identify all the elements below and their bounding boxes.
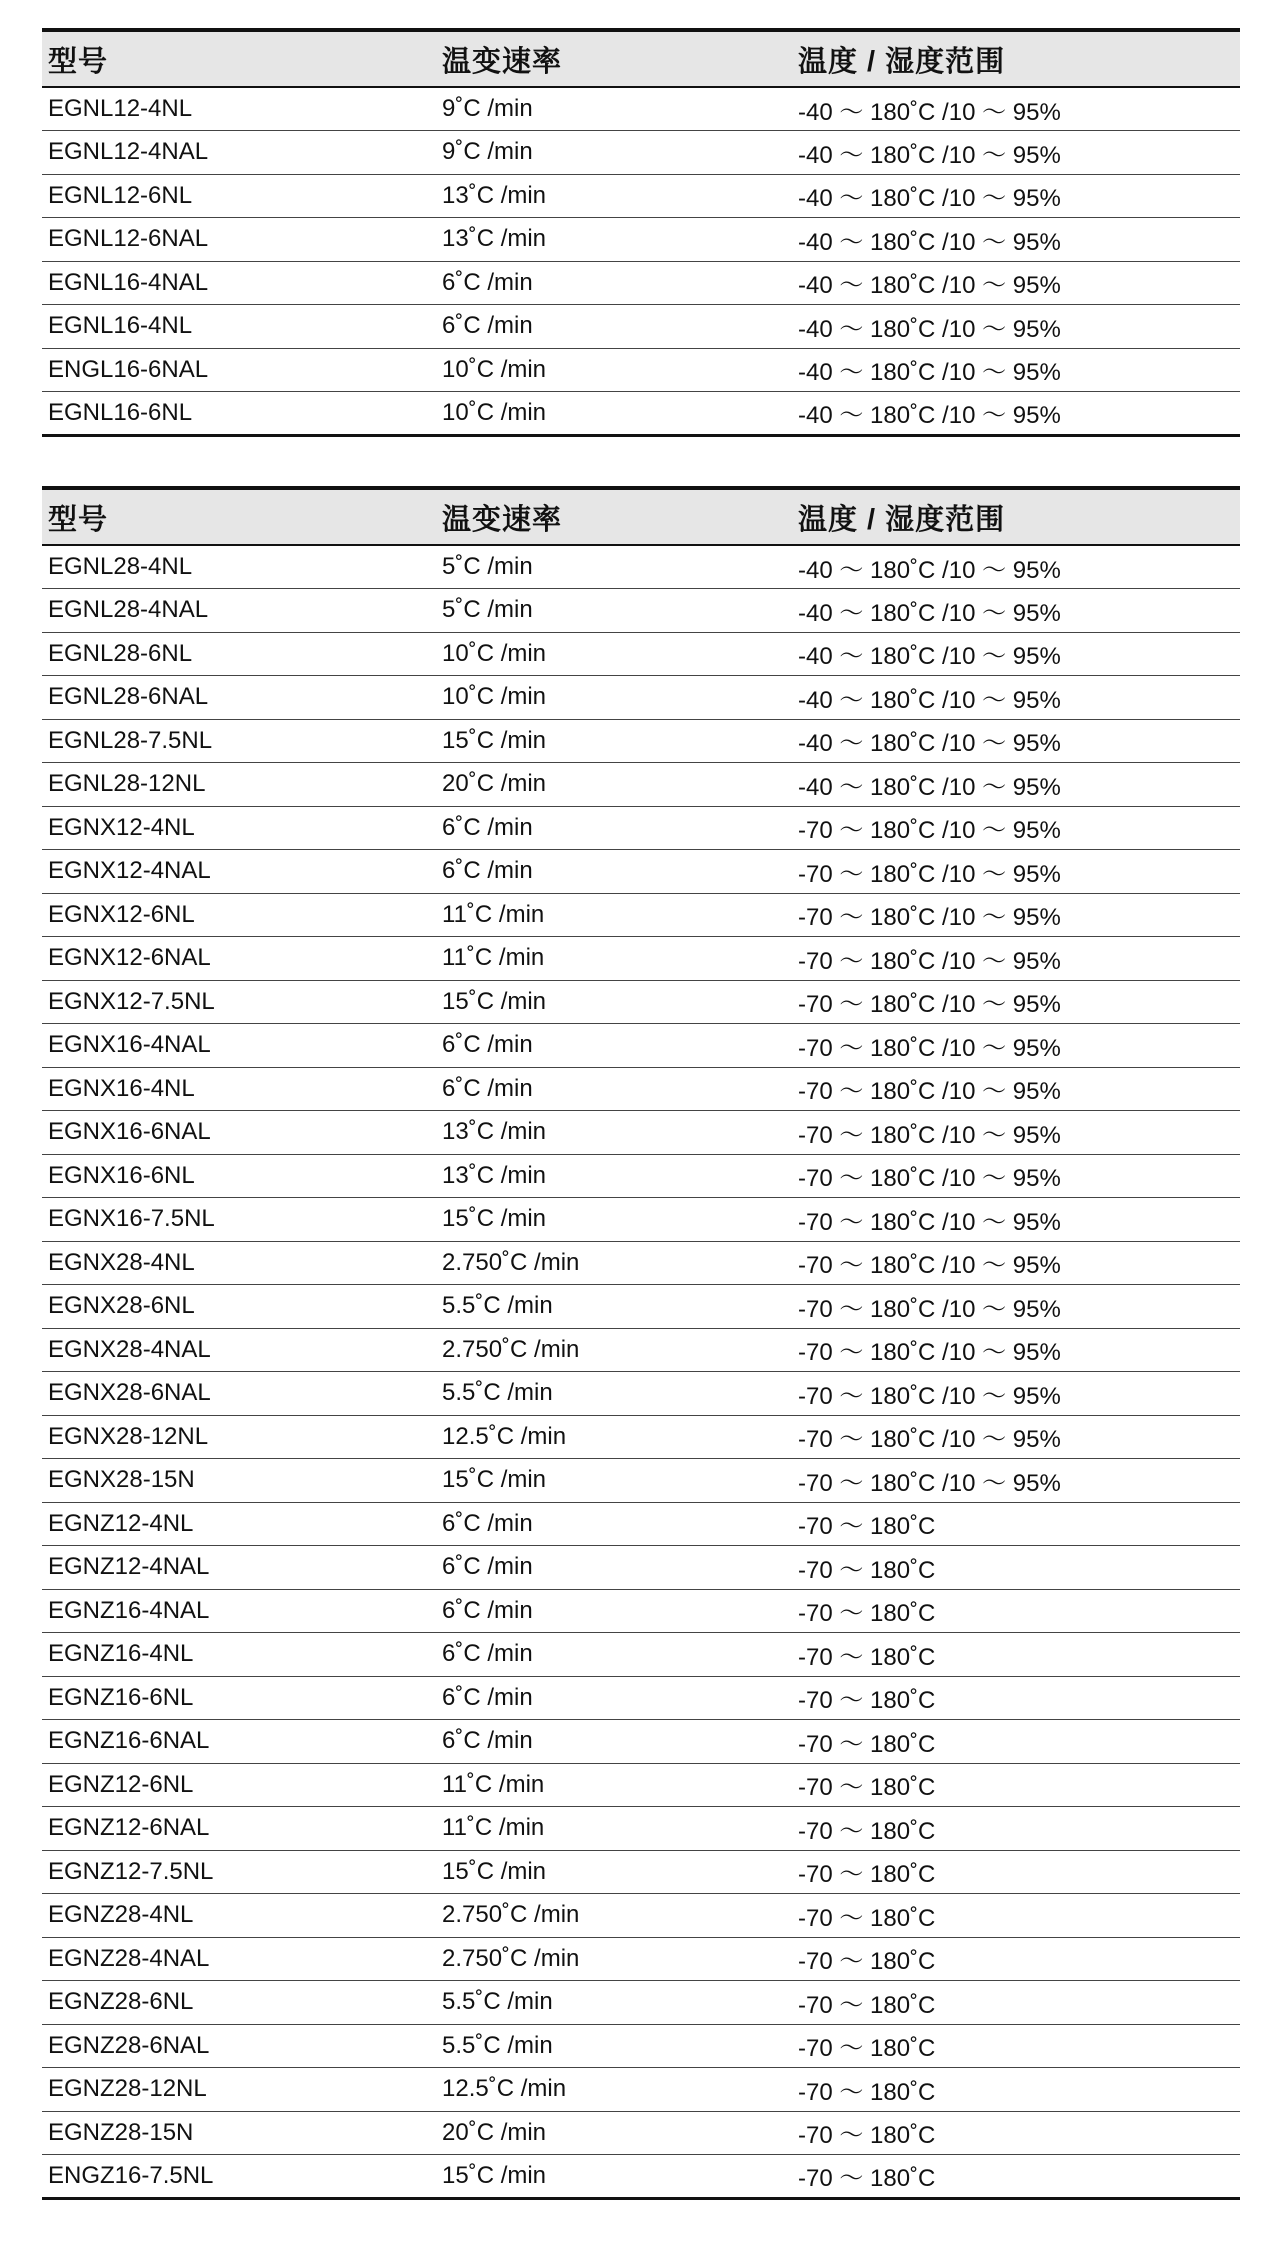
- cell-temp-change-rate: 11˚C /min: [436, 1763, 792, 1807]
- cell-temp-change-rate: 5.5˚C /min: [436, 1285, 792, 1329]
- cell-temp-change-rate: 2.750˚C /min: [436, 1328, 792, 1372]
- cell-model: EGNL16-4NL: [42, 305, 436, 349]
- cell-temp-change-rate: 6˚C /min: [436, 1633, 792, 1677]
- cell-temp-humidity-range: -40 ～ 180˚C /10 ～ 95%: [792, 348, 1240, 392]
- cell-model: EGNL28-4NAL: [42, 589, 436, 633]
- cell-temp-change-rate: 5.5˚C /min: [436, 1981, 792, 2025]
- table-row: [42, 676, 1240, 720]
- table-row: [42, 893, 1240, 937]
- table-row: [42, 348, 1240, 392]
- table-row: [42, 1154, 1240, 1198]
- table-row: [42, 763, 1240, 807]
- cell-temp-change-rate: 11˚C /min: [436, 893, 792, 937]
- cell-temp-humidity-range: -70 ～ 180˚C: [792, 1807, 1240, 1851]
- table-row: [42, 1372, 1240, 1416]
- header-temp-humidity-range: 温度 / 湿度范围: [792, 30, 1240, 87]
- cell-model: EGNX12-4NL: [42, 806, 436, 850]
- cell-temp-humidity-range: -40 ～ 180˚C /10 ～ 95%: [792, 392, 1240, 436]
- spec-table-2: [42, 486, 1240, 2200]
- cell-model: EGNX28-4NAL: [42, 1328, 436, 1372]
- cell-temp-humidity-range: -70 ～ 180˚C /10 ～ 95%: [792, 1111, 1240, 1155]
- cell-temp-change-rate: 5.5˚C /min: [436, 2024, 792, 2068]
- cell-model: EGNZ28-4NL: [42, 1894, 436, 1938]
- cell-temp-humidity-range: -40 ～ 180˚C /10 ～ 95%: [792, 174, 1240, 218]
- table-row: [42, 1676, 1240, 1720]
- table-row: [42, 1111, 1240, 1155]
- cell-temp-humidity-range: -70 ～ 180˚C: [792, 2024, 1240, 2068]
- cell-temp-humidity-range: -70 ～ 180˚C /10 ～ 95%: [792, 893, 1240, 937]
- cell-model: EGNX28-6NAL: [42, 1372, 436, 1416]
- cell-temp-humidity-range: -70 ～ 180˚C /10 ～ 95%: [792, 1328, 1240, 1372]
- cell-temp-humidity-range: -70 ～ 180˚C: [792, 1502, 1240, 1546]
- table-row: [42, 1763, 1240, 1807]
- table-row: [42, 1937, 1240, 1981]
- cell-temp-change-rate: 6˚C /min: [436, 1676, 792, 1720]
- cell-model: EGNZ12-6NL: [42, 1763, 436, 1807]
- cell-model: EGNX16-7.5NL: [42, 1198, 436, 1242]
- table-row: [42, 719, 1240, 763]
- table-row: [42, 1502, 1240, 1546]
- cell-temp-humidity-range: -70 ～ 180˚C: [792, 1763, 1240, 1807]
- cell-temp-change-rate: 15˚C /min: [436, 1850, 792, 1894]
- cell-model: EGNX16-6NL: [42, 1154, 436, 1198]
- cell-temp-humidity-range: -70 ～ 180˚C: [792, 1589, 1240, 1633]
- table-body: [42, 545, 1240, 2198]
- cell-model: EGNX28-6NL: [42, 1285, 436, 1329]
- header-temp-change-rate: 温变速率: [436, 488, 792, 545]
- cell-model: EGNZ12-6NAL: [42, 1807, 436, 1851]
- cell-temp-change-rate: 13˚C /min: [436, 218, 792, 262]
- cell-model: EGNX12-6NAL: [42, 937, 436, 981]
- cell-model: EGNX16-6NAL: [42, 1111, 436, 1155]
- cell-temp-change-rate: 12.5˚C /min: [436, 2068, 792, 2112]
- cell-temp-humidity-range: -70 ～ 180˚C /10 ～ 95%: [792, 980, 1240, 1024]
- cell-temp-change-rate: 6˚C /min: [436, 305, 792, 349]
- cell-model: EGNL16-6NL: [42, 392, 436, 436]
- cell-model: EGNL12-4NL: [42, 87, 436, 131]
- cell-temp-change-rate: 2.750˚C /min: [436, 1241, 792, 1285]
- table-row: [42, 1633, 1240, 1677]
- cell-temp-change-rate: 11˚C /min: [436, 1807, 792, 1851]
- table-row: [42, 305, 1240, 349]
- header-temp-humidity-range: 温度 / 湿度范围: [792, 488, 1240, 545]
- table-body: [42, 87, 1240, 435]
- cell-temp-humidity-range: -70 ～ 180˚C /10 ～ 95%: [792, 1154, 1240, 1198]
- spec-table-1: [42, 28, 1240, 437]
- cell-model: EGNL12-4NAL: [42, 131, 436, 175]
- cell-temp-humidity-range: -70 ～ 180˚C /10 ～ 95%: [792, 1372, 1240, 1416]
- cell-temp-humidity-range: -40 ～ 180˚C /10 ～ 95%: [792, 261, 1240, 305]
- cell-temp-humidity-range: -40 ～ 180˚C /10 ～ 95%: [792, 589, 1240, 633]
- cell-temp-change-rate: 6˚C /min: [436, 1502, 792, 1546]
- cell-model: EGNL28-6NL: [42, 632, 436, 676]
- cell-temp-humidity-range: -40 ～ 180˚C /10 ～ 95%: [792, 131, 1240, 175]
- cell-model: EGNZ12-4NAL: [42, 1546, 436, 1590]
- cell-temp-change-rate: 6˚C /min: [436, 1024, 792, 1068]
- cell-temp-humidity-range: -70 ～ 180˚C: [792, 1937, 1240, 1981]
- cell-model: EGNX12-4NAL: [42, 850, 436, 894]
- cell-temp-change-rate: 15˚C /min: [436, 1459, 792, 1503]
- cell-temp-humidity-range: -70 ～ 180˚C: [792, 1676, 1240, 1720]
- cell-temp-change-rate: 15˚C /min: [436, 980, 792, 1024]
- cell-temp-humidity-range: -70 ～ 180˚C /10 ～ 95%: [792, 1241, 1240, 1285]
- cell-temp-change-rate: 6˚C /min: [436, 1546, 792, 1590]
- cell-temp-change-rate: 15˚C /min: [436, 1198, 792, 1242]
- cell-temp-change-rate: 6˚C /min: [436, 261, 792, 305]
- cell-model: EGNZ28-12NL: [42, 2068, 436, 2112]
- cell-temp-change-rate: 11˚C /min: [436, 937, 792, 981]
- table-row: [42, 1328, 1240, 1372]
- table-row: [42, 392, 1240, 436]
- cell-model: EGNL28-6NAL: [42, 676, 436, 720]
- table-row: [42, 2155, 1240, 2199]
- cell-model: EGNL28-4NL: [42, 545, 436, 589]
- table-header: [42, 30, 1240, 87]
- table-row: [42, 1589, 1240, 1633]
- cell-temp-change-rate: 9˚C /min: [436, 131, 792, 175]
- cell-temp-humidity-range: -70 ～ 180˚C /10 ～ 95%: [792, 850, 1240, 894]
- cell-temp-humidity-range: -40 ～ 180˚C /10 ～ 95%: [792, 87, 1240, 131]
- cell-model: EGNL16-4NAL: [42, 261, 436, 305]
- cell-model: EGNX28-15N: [42, 1459, 436, 1503]
- table-row: [42, 545, 1240, 589]
- cell-temp-humidity-range: -70 ～ 180˚C: [792, 1720, 1240, 1764]
- table-row: [42, 131, 1240, 175]
- table-row: [42, 87, 1240, 131]
- cell-model: EGNL12-6NL: [42, 174, 436, 218]
- cell-model: EGNX16-4NL: [42, 1067, 436, 1111]
- table-row: [42, 806, 1240, 850]
- cell-model: ENGL16-6NAL: [42, 348, 436, 392]
- cell-temp-change-rate: 2.750˚C /min: [436, 1894, 792, 1938]
- cell-temp-change-rate: 6˚C /min: [436, 806, 792, 850]
- cell-temp-change-rate: 5˚C /min: [436, 545, 792, 589]
- cell-model: EGNX28-4NL: [42, 1241, 436, 1285]
- cell-temp-humidity-range: -70 ～ 180˚C: [792, 1981, 1240, 2025]
- table-row: [42, 1981, 1240, 2025]
- cell-model: EGNZ28-15N: [42, 2111, 436, 2155]
- cell-temp-humidity-range: -70 ～ 180˚C /10 ～ 95%: [792, 1067, 1240, 1111]
- cell-temp-humidity-range: -70 ～ 180˚C /10 ～ 95%: [792, 1024, 1240, 1068]
- cell-temp-change-rate: 6˚C /min: [436, 1720, 792, 1764]
- cell-model: EGNL12-6NAL: [42, 218, 436, 262]
- table-row: [42, 1241, 1240, 1285]
- cell-temp-change-rate: 15˚C /min: [436, 2155, 792, 2199]
- table-row: [42, 2111, 1240, 2155]
- cell-model: EGNZ12-4NL: [42, 1502, 436, 1546]
- cell-temp-change-rate: 6˚C /min: [436, 1589, 792, 1633]
- header-model: 型号: [42, 30, 436, 87]
- table-row: [42, 261, 1240, 305]
- cell-temp-change-rate: 10˚C /min: [436, 632, 792, 676]
- table-row: [42, 218, 1240, 262]
- cell-temp-humidity-range: -70 ～ 180˚C /10 ～ 95%: [792, 1198, 1240, 1242]
- cell-temp-humidity-range: -70 ～ 180˚C /10 ～ 95%: [792, 806, 1240, 850]
- cell-model: EGNX28-12NL: [42, 1415, 436, 1459]
- table-row: [42, 1415, 1240, 1459]
- cell-model: EGNZ16-4NAL: [42, 1589, 436, 1633]
- cell-temp-change-rate: 5.5˚C /min: [436, 1372, 792, 1416]
- cell-temp-humidity-range: -70 ～ 180˚C: [792, 1546, 1240, 1590]
- cell-model: EGNZ16-6NAL: [42, 1720, 436, 1764]
- table-row: [42, 937, 1240, 981]
- cell-model: EGNZ12-7.5NL: [42, 1850, 436, 1894]
- cell-temp-humidity-range: -70 ～ 180˚C: [792, 2068, 1240, 2112]
- cell-model: EGNZ28-4NAL: [42, 1937, 436, 1981]
- table-row: [42, 2068, 1240, 2112]
- cell-temp-change-rate: 10˚C /min: [436, 348, 792, 392]
- cell-model: EGNX12-6NL: [42, 893, 436, 937]
- cell-temp-change-rate: 5˚C /min: [436, 589, 792, 633]
- cell-temp-humidity-range: -70 ～ 180˚C /10 ～ 95%: [792, 1415, 1240, 1459]
- cell-model: EGNZ16-6NL: [42, 1676, 436, 1720]
- table-row: [42, 589, 1240, 633]
- cell-temp-humidity-range: -70 ～ 180˚C: [792, 2155, 1240, 2199]
- table-header: [42, 488, 1240, 545]
- header-row: [42, 30, 1240, 87]
- cell-model: EGNZ28-6NL: [42, 1981, 436, 2025]
- cell-temp-change-rate: 9˚C /min: [436, 87, 792, 131]
- cell-temp-change-rate: 10˚C /min: [436, 676, 792, 720]
- cell-temp-change-rate: 6˚C /min: [436, 1067, 792, 1111]
- cell-temp-humidity-range: -70 ～ 180˚C: [792, 1633, 1240, 1677]
- cell-model: EGNL28-12NL: [42, 763, 436, 807]
- table-row: [42, 1807, 1240, 1851]
- table-row: [42, 850, 1240, 894]
- cell-temp-humidity-range: -70 ～ 180˚C /10 ～ 95%: [792, 1459, 1240, 1503]
- header-row: [42, 488, 1240, 545]
- cell-temp-humidity-range: -40 ～ 180˚C /10 ～ 95%: [792, 632, 1240, 676]
- table-row: [42, 1894, 1240, 1938]
- table-row: [42, 1198, 1240, 1242]
- cell-model: EGNL28-7.5NL: [42, 719, 436, 763]
- table-row: [42, 1546, 1240, 1590]
- table-row: [42, 1720, 1240, 1764]
- cell-temp-humidity-range: -70 ～ 180˚C /10 ～ 95%: [792, 1285, 1240, 1329]
- cell-model: EGNZ28-6NAL: [42, 2024, 436, 2068]
- cell-temp-change-rate: 13˚C /min: [436, 1154, 792, 1198]
- header-temp-change-rate: 温变速率: [436, 30, 792, 87]
- table-row: [42, 1459, 1240, 1503]
- cell-temp-humidity-range: -70 ～ 180˚C: [792, 1894, 1240, 1938]
- cell-temp-humidity-range: -40 ～ 180˚C /10 ～ 95%: [792, 545, 1240, 589]
- cell-temp-change-rate: 15˚C /min: [436, 719, 792, 763]
- header-model: 型号: [42, 488, 436, 545]
- cell-temp-humidity-range: -40 ～ 180˚C /10 ～ 95%: [792, 676, 1240, 720]
- cell-temp-change-rate: 10˚C /min: [436, 392, 792, 436]
- cell-temp-humidity-range: -40 ～ 180˚C /10 ～ 95%: [792, 218, 1240, 262]
- cell-temp-humidity-range: -70 ～ 180˚C /10 ～ 95%: [792, 937, 1240, 981]
- cell-model: EGNZ16-4NL: [42, 1633, 436, 1677]
- table-row: [42, 174, 1240, 218]
- cell-temp-humidity-range: -40 ～ 180˚C /10 ～ 95%: [792, 305, 1240, 349]
- cell-temp-humidity-range: -40 ～ 180˚C /10 ～ 95%: [792, 719, 1240, 763]
- cell-temp-change-rate: 20˚C /min: [436, 763, 792, 807]
- cell-temp-humidity-range: -70 ～ 180˚C: [792, 2111, 1240, 2155]
- cell-temp-change-rate: 13˚C /min: [436, 1111, 792, 1155]
- cell-temp-change-rate: 6˚C /min: [436, 850, 792, 894]
- cell-temp-change-rate: 12.5˚C /min: [436, 1415, 792, 1459]
- cell-model: EGNX12-7.5NL: [42, 980, 436, 1024]
- cell-temp-humidity-range: -40 ～ 180˚C /10 ～ 95%: [792, 763, 1240, 807]
- table-row: [42, 1850, 1240, 1894]
- cell-temp-humidity-range: -70 ～ 180˚C: [792, 1850, 1240, 1894]
- table-row: [42, 1067, 1240, 1111]
- cell-temp-change-rate: 13˚C /min: [436, 174, 792, 218]
- table-row: [42, 1024, 1240, 1068]
- table-row: [42, 980, 1240, 1024]
- table-row: [42, 1285, 1240, 1329]
- cell-model: ENGZ16-7.5NL: [42, 2155, 436, 2199]
- table-row: [42, 632, 1240, 676]
- cell-temp-change-rate: 20˚C /min: [436, 2111, 792, 2155]
- table-row: [42, 2024, 1240, 2068]
- cell-model: EGNX16-4NAL: [42, 1024, 436, 1068]
- cell-temp-change-rate: 2.750˚C /min: [436, 1937, 792, 1981]
